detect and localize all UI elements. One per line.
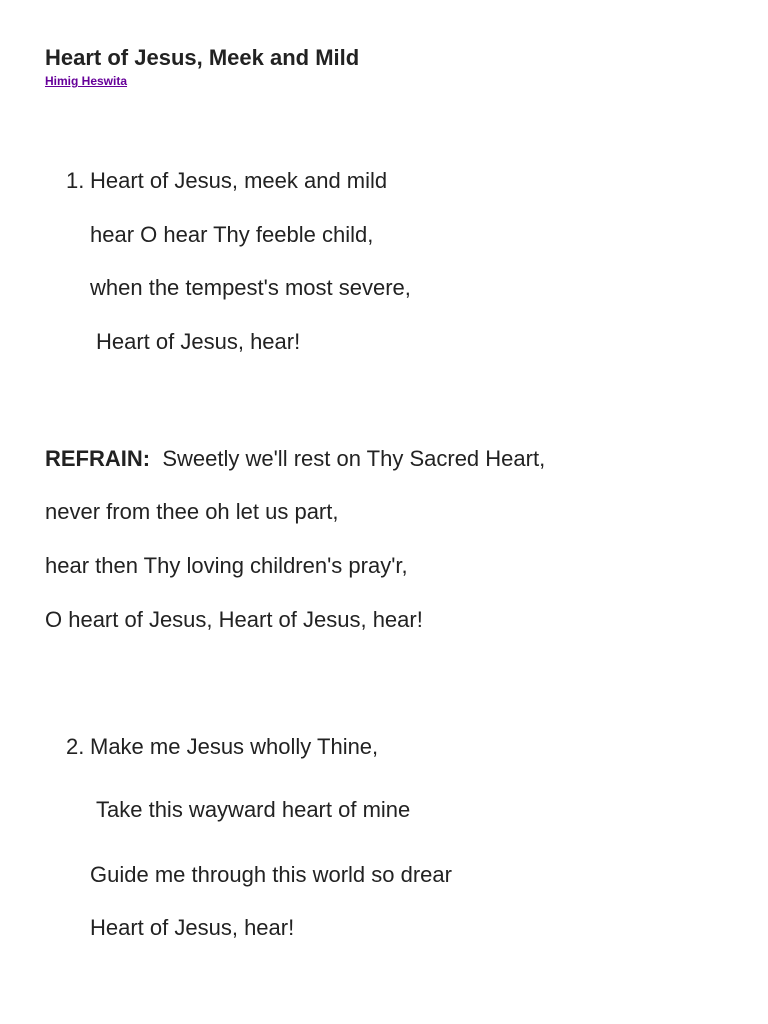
refrain-line-1-text: Sweetly we'll rest on Thy Sacred Heart,: [162, 446, 546, 471]
refrain-line-2: never from thee oh let us part,: [45, 499, 339, 524]
refrain-line-3: hear then Thy loving children's pray'r,: [45, 553, 408, 578]
verse-1-line-1: Heart of Jesus, meek and mild: [90, 168, 388, 193]
verse-2-number: 2.: [66, 734, 85, 759]
verse-2-line-1: Make me Jesus wholly Thine,: [90, 734, 379, 759]
verse-1-number: 1.: [66, 168, 85, 193]
refrain-line-1: [45, 446, 545, 472]
verse-1-line-2: hear O hear Thy feeble child,: [90, 222, 374, 247]
refrain-label: REFRAIN:: [45, 446, 151, 471]
verse-2-line-4: Heart of Jesus, hear!: [90, 915, 295, 940]
verse-1-line-3: when the tempest's most severe,: [90, 275, 411, 300]
verse-2-line-3: Guide me through this world so drear: [90, 862, 452, 887]
refrain-line-4: O heart of Jesus, Heart of Jesus, hear!: [45, 607, 423, 632]
author-link[interactable]: Himig Heswita: [45, 74, 128, 88]
page-title: Heart of Jesus, Meek and Mild: [45, 45, 360, 70]
verse-2-line-2: Take this wayward heart of mine: [96, 797, 411, 822]
verse-1-line-4: Heart of Jesus, hear!: [96, 329, 301, 354]
